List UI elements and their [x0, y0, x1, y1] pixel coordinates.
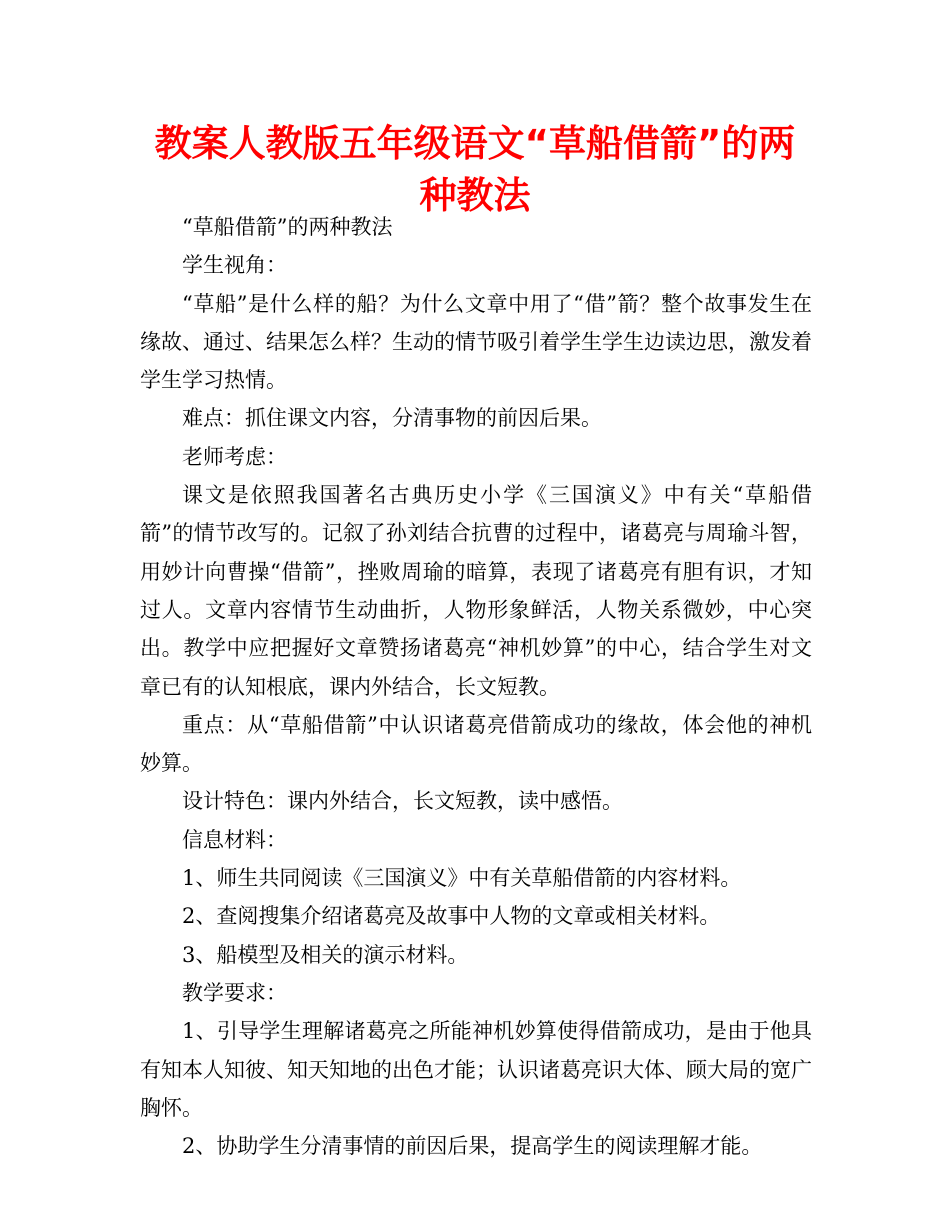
- paragraph-student-perspective-heading: 学生视角：: [182, 253, 287, 278]
- paragraph-teacher-heading: 老师考虑：: [182, 444, 287, 469]
- paragraph-teacher-analysis: 课文是依照我国著名古典历史小学《三国演义》中有关“草船借箭”的情节改写的。记叙了孙刘结合抗曹的过程中，诸葛亮与周瑜斗智，用妙计向曹操“借箭”，挫败周瑜的暗算，表现了诸葛亮有胆有识，才知过人。文章内容情节生动曲折，人物形象鲜活，人物关系微妙，中心突出。教学中应把握好文章赞扬诸葛亮“神机妙算”的中心，结合学生对文章已有的认知根底，课内外结合，长文短教。: [140, 483, 812, 699]
- paragraph-requirement-2: 2、协助学生分清事情的前因后果，提高学生的阅读理解才能。: [182, 1134, 763, 1159]
- document-body: [140, 208, 812, 1165]
- paragraph-material-3: 3、船模型及相关的演示材料。: [182, 942, 469, 967]
- paragraph-requirement-1: 1、引导学生理解诸葛亮之所能神机妙算使得借箭成功，是由于他具有知本人知彼、知天知地的出色才能；认识诸葛亮识大体、顾大局的宽广胸怀。: [140, 1019, 812, 1120]
- paragraph-difficulty: 难点：抓住课文内容，分清事物的前因后果。: [182, 406, 602, 431]
- document-title: 教案人教版五年级语文“草船借箭”的两种教法: [154, 122, 796, 217]
- paragraph-requirements-heading: 教学要求：: [182, 980, 287, 1005]
- paragraph-design-feature: 设计特色：课内外结合，长文短教，读中感悟。: [182, 789, 623, 814]
- paragraph-material-2: 2、查阅搜集介绍诸葛亮及故事中人物的文章或相关材料。: [182, 904, 721, 929]
- paragraph-student-questions: “草船”是什么样的船？为什么文章中用了“借”箭？整个故事发生在缘故、通过、结果怎么样？生动的情节吸引着学生学生边读边思，激发着学生学习热情。: [140, 291, 812, 393]
- paragraph-material-1: 1、师生共同阅读《三国演义》中有关草船借箭的内容材料。: [182, 866, 742, 891]
- paragraph-subtitle: “草船借箭”的两种教法: [182, 215, 393, 239]
- paragraph-materials-heading: 信息材料：: [182, 827, 287, 852]
- paragraph-key-point: 重点：从“草船借箭”中认识诸葛亮借箭成功的缘故，体会他的神机妙算。: [140, 712, 812, 776]
